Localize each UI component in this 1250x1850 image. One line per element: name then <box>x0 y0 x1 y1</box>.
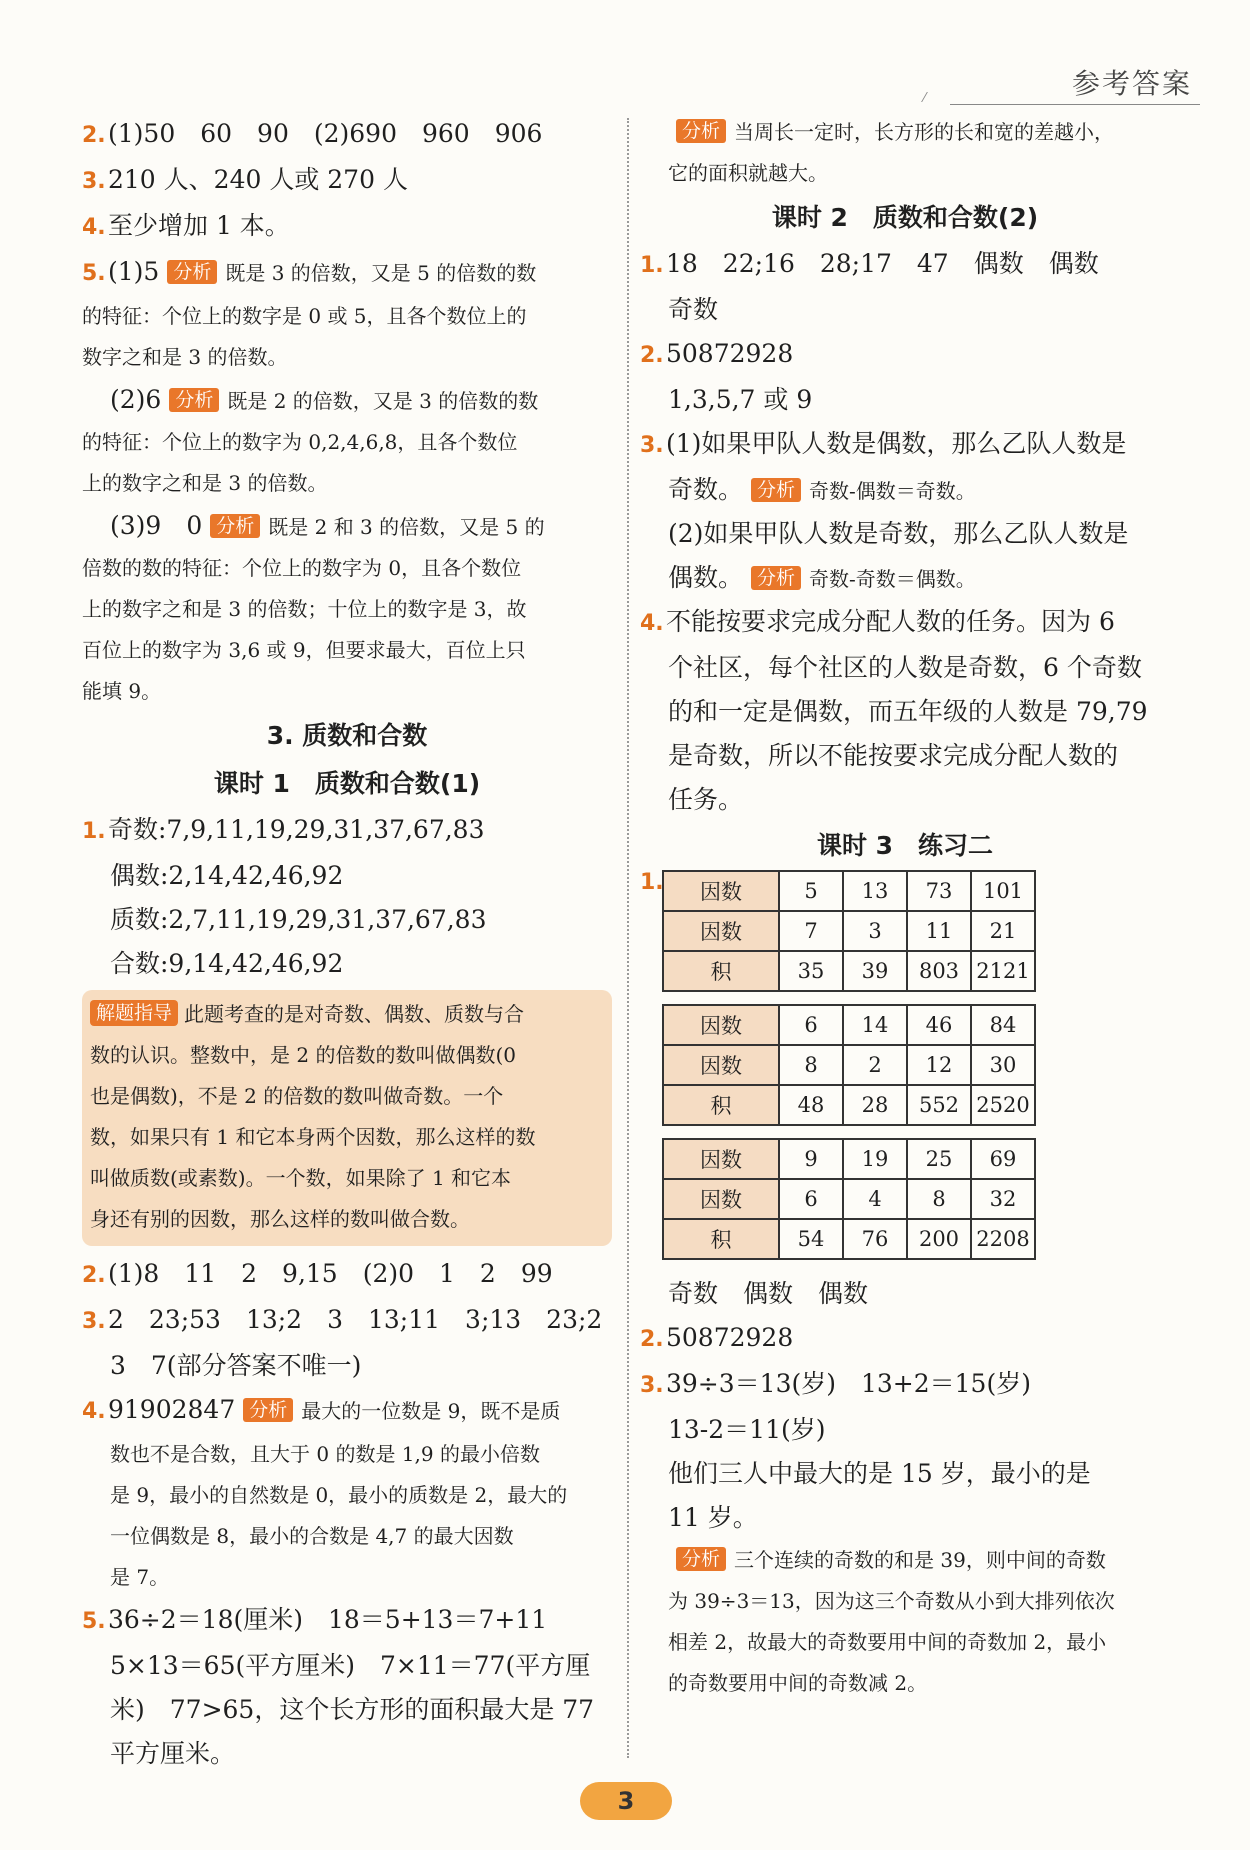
table-cell: 84 <box>971 1005 1035 1045</box>
header-underline <box>950 104 1200 105</box>
table-cell: 4 <box>843 1179 907 1219</box>
answer-line: 3.(1)如果甲队人数是偶数，那么乙队人数是 <box>640 429 1127 458</box>
factor-table <box>662 1138 1036 1260</box>
analysis-line: 上的数字之和是 3 的倍数；十位上的数字是 3，故 <box>82 597 527 621</box>
column-divider <box>627 118 629 1758</box>
table-cell: 28 <box>843 1085 907 1125</box>
table-cell: 7 <box>779 911 843 951</box>
table-cell: 8 <box>779 1045 843 1085</box>
analysis-line: 它的面积就越大。 <box>668 161 828 185</box>
table-cell: 2 <box>843 1045 907 1085</box>
section-title: 3. 质数和合数 <box>266 721 428 750</box>
analysis-badge: 分析 <box>210 514 260 538</box>
analysis-line: 分析 三个连续的奇数的和是 39，则中间的奇数 <box>640 1540 1170 1581</box>
answer-line: 奇数。 分析 奇数-偶数＝奇数。 <box>668 475 976 504</box>
answer-line: 13-2＝11(岁) <box>668 1415 826 1444</box>
table-cell: 积 <box>663 1219 779 1259</box>
answer-line: 3 7(部分答案不唯一) <box>110 1351 362 1380</box>
table-row <box>663 911 1035 951</box>
analysis-badge: 分析 <box>676 119 726 143</box>
table-cell: 32 <box>971 1179 1035 1219</box>
question-number: 1. <box>640 870 664 895</box>
analysis-line: 相差 2，故最大的奇数要用中间的奇数加 2，最小 <box>668 1630 1107 1654</box>
answer-line: 奇数 偶数 偶数 <box>668 1279 869 1308</box>
answer-line: 是奇数，所以不能按要求完成分配人数的 <box>668 741 1119 770</box>
table-cell: 2208 <box>971 1219 1035 1259</box>
table-row <box>663 1219 1035 1259</box>
table-cell: 46 <box>907 1005 971 1045</box>
analysis-line: 能填 9。 <box>82 679 162 703</box>
table-cell: 552 <box>907 1085 971 1125</box>
header-title: 参考答案 <box>1071 67 1192 100</box>
factor-table <box>662 870 1036 992</box>
analysis-line: 百位上的数字为 3,6 或 9，但要求最大，百位上只 <box>82 638 526 662</box>
analysis-line: 倍数的数的特征：个位上的数字为 0，且各个数位 <box>82 556 522 580</box>
table-cell: 35 <box>779 951 843 991</box>
table-cell: 因数 <box>663 1139 779 1179</box>
answer-line: 奇数 <box>668 295 719 324</box>
table-cell: 803 <box>907 951 971 991</box>
analysis-badge: 分析 <box>676 1547 726 1571</box>
answer-line: 合数:9,14,42,46,92 <box>110 949 344 978</box>
table-cell: 8 <box>907 1179 971 1219</box>
table-cell: 54 <box>779 1219 843 1259</box>
table-cell: 5 <box>779 871 843 911</box>
right-column <box>640 112 1170 1704</box>
analysis-line: 的奇数要用中间的奇数减 2。 <box>668 1671 928 1695</box>
table-cell: 6 <box>779 1005 843 1045</box>
table-cell: 6 <box>779 1179 843 1219</box>
table-row <box>663 871 1035 911</box>
table-cell: 21 <box>971 911 1035 951</box>
table-row <box>663 1005 1035 1045</box>
table-cell: 积 <box>663 951 779 991</box>
left-column <box>82 112 612 1776</box>
table-cell: 因数 <box>663 1045 779 1085</box>
answer-line: 2.(1)8 11 2 9,15 (2)0 1 2 99 <box>82 1259 553 1288</box>
answer-line: 偶数:2,14,42,46,92 <box>110 861 344 890</box>
analysis-badge: 分析 <box>169 388 219 412</box>
guide-badge: 解题指导 <box>90 1000 178 1026</box>
table-cell: 73 <box>907 871 971 911</box>
lesson-title: 课时 2 质数和合数(2) <box>771 203 1039 232</box>
answer-line: 个社区，每个社区的人数是奇数，6 个奇数 <box>668 653 1142 682</box>
analysis-line: 分析 当周长一定时，长方形的长和宽的差越小， <box>640 112 1170 153</box>
analysis-line: 数字之和是 3 的倍数。 <box>82 345 288 369</box>
guide-line: 数，如果只有 1 和它本身两个因数，那么这样的数 <box>90 1125 536 1149</box>
table-cell: 69 <box>971 1139 1035 1179</box>
table-cell: 25 <box>907 1139 971 1179</box>
table-cell: 13 <box>843 871 907 911</box>
table-cell: 因数 <box>663 1179 779 1219</box>
lesson-title: 课时 1 质数和合数(1) <box>213 769 481 798</box>
answer-line: 偶数。 分析 奇数-奇数＝偶数。 <box>668 563 976 592</box>
answer-line: 质数:2,7,11,19,29,31,37,67,83 <box>110 905 487 934</box>
table-cell: 101 <box>971 871 1035 911</box>
page-number: 3 <box>580 1782 672 1820</box>
table-cell: 2520 <box>971 1085 1035 1125</box>
answer-line: 5.36÷2＝18(厘米) 18＝5+13＝7+11 <box>82 1605 548 1634</box>
answer-line: (3)9 0 分析 既是 2 和 3 的倍数，又是 5 的 <box>110 511 545 540</box>
answer-line: 2.(1)50 60 90 (2)690 960 906 <box>82 119 543 148</box>
answer-line: 3.2 23;53 13;2 3 13;11 3;13 23;2 <box>82 1305 603 1334</box>
guide-line: 身还有别的因数，那么这样的数叫做合数。 <box>90 1207 470 1231</box>
table-cell: 2121 <box>971 951 1035 991</box>
answer-line: 平方厘米。 <box>110 1739 236 1768</box>
table-cell: 因数 <box>663 911 779 951</box>
analysis-badge: 分析 <box>751 566 801 590</box>
analysis-badge: 分析 <box>751 478 801 502</box>
answer-line: 1.奇数:7,9,11,19,29,31,37,67,83 <box>82 815 485 844</box>
table-cell: 11 <box>907 911 971 951</box>
table-cell: 19 <box>843 1139 907 1179</box>
analysis-line: 是 7。 <box>110 1565 170 1589</box>
table-cell: 9 <box>779 1139 843 1179</box>
table-cell: 14 <box>843 1005 907 1045</box>
analysis-badge: 分析 <box>167 260 217 284</box>
answer-line: 2.50872928 <box>640 1323 794 1352</box>
analysis-line: 为 39÷3＝13，因为这三个奇数从小到大排列依次 <box>668 1589 1115 1613</box>
guide-box: 解题指导 此题考查的是对奇数、偶数、质数与合 数的认识。整数中，是 2 的倍数的数叫做偶数(0 也是偶数)，不是 2 的倍数的数叫做奇数。一个 数，如果只有 1 和它本身两个因数，那么这样的数 叫做质数(或素数)。一个数，如果除了 1 和它本 身还有别的因数，那么这样的数叫做合数。 <box>82 990 612 1246</box>
answer-line: 5.(1)5 分析 既是 3 的倍数，又是 5 的倍数的数 <box>82 257 537 286</box>
answer-line: 11 岁。 <box>668 1503 758 1532</box>
answer-line: 1,3,5,7 或 9 <box>668 385 813 414</box>
answer-line: 的和一定是偶数，而五年级的人数是 79,79 <box>668 697 1148 726</box>
analysis-badge: 分析 <box>243 1398 293 1422</box>
answer-line: 4.91902847 分析 最大的一位数是 9，既不是质 <box>82 1395 561 1424</box>
answer-line: 5×13＝65(平方厘米) 7×11＝77(平方厘 <box>110 1651 591 1680</box>
table-cell: 3 <box>843 911 907 951</box>
table-row <box>663 1179 1035 1219</box>
answer-line: 3.210 人、240 人或 270 人 <box>82 165 408 194</box>
analysis-line: 数也不是合数，且大于 0 的数是 1,9 的最小倍数 <box>110 1442 540 1466</box>
table-row <box>663 1139 1035 1179</box>
table-cell: 因数 <box>663 1005 779 1045</box>
answer-line: 任务。 <box>668 785 744 814</box>
guide-line: 也是偶数)，不是 2 的倍数的数叫做奇数。一个 <box>90 1084 504 1108</box>
analysis-line: 是 9，最小的自然数是 0，最小的质数是 2，最大的 <box>110 1483 568 1507</box>
table-cell: 积 <box>663 1085 779 1125</box>
analysis-line: 的特征：个位上的数字是 0 或 5，且各个数位上的 <box>82 304 527 328</box>
answer-line: 4.不能按要求完成分配人数的任务。因为 6 <box>640 607 1115 636</box>
table-cell: 12 <box>907 1045 971 1085</box>
answer-line: (2)如果甲队人数是奇数，那么乙队人数是 <box>668 519 1129 548</box>
header-mark <box>921 92 937 102</box>
factor-tables <box>640 870 1170 1260</box>
table-cell: 39 <box>843 951 907 991</box>
analysis-line: 的特征：个位上的数字为 0,2,4,6,8，且各个数位 <box>82 430 518 454</box>
answer-line: 3.39÷3＝13(岁) 13+2＝15(岁) <box>640 1369 1031 1398</box>
answer-line: 4.至少增加 1 本。 <box>82 211 290 240</box>
table-row <box>663 1085 1035 1125</box>
answer-line: (2)6 分析 既是 2 的倍数，又是 3 的倍数的数 <box>110 385 539 414</box>
factor-table <box>662 1004 1036 1126</box>
guide-line: 叫做质数(或素数)。一个数，如果除了 1 和它本 <box>90 1166 512 1190</box>
table-cell: 48 <box>779 1085 843 1125</box>
table-cell: 200 <box>907 1219 971 1259</box>
table-cell: 76 <box>843 1219 907 1259</box>
analysis-line: 上的数字之和是 3 的倍数。 <box>82 471 328 495</box>
table-cell: 因数 <box>663 871 779 911</box>
answer-line: 他们三人中最大的是 15 岁，最小的是 <box>668 1459 1091 1488</box>
answer-line: 米) 77>65，这个长方形的面积最大是 77 <box>110 1695 595 1724</box>
lesson-title: 课时 3 练习二 <box>816 831 994 860</box>
answer-line: 1.18 22;16 28;17 47 偶数 偶数 <box>640 249 1099 278</box>
table-row <box>663 951 1035 991</box>
guide-line: 数的认识。整数中，是 2 的倍数的数叫做偶数(0 <box>90 1043 516 1067</box>
table-cell: 30 <box>971 1045 1035 1085</box>
table-row <box>663 1045 1035 1085</box>
answer-line: 2.50872928 <box>640 339 794 368</box>
analysis-line: 一位偶数是 8，最小的合数是 4,7 的最大因数 <box>110 1524 514 1548</box>
